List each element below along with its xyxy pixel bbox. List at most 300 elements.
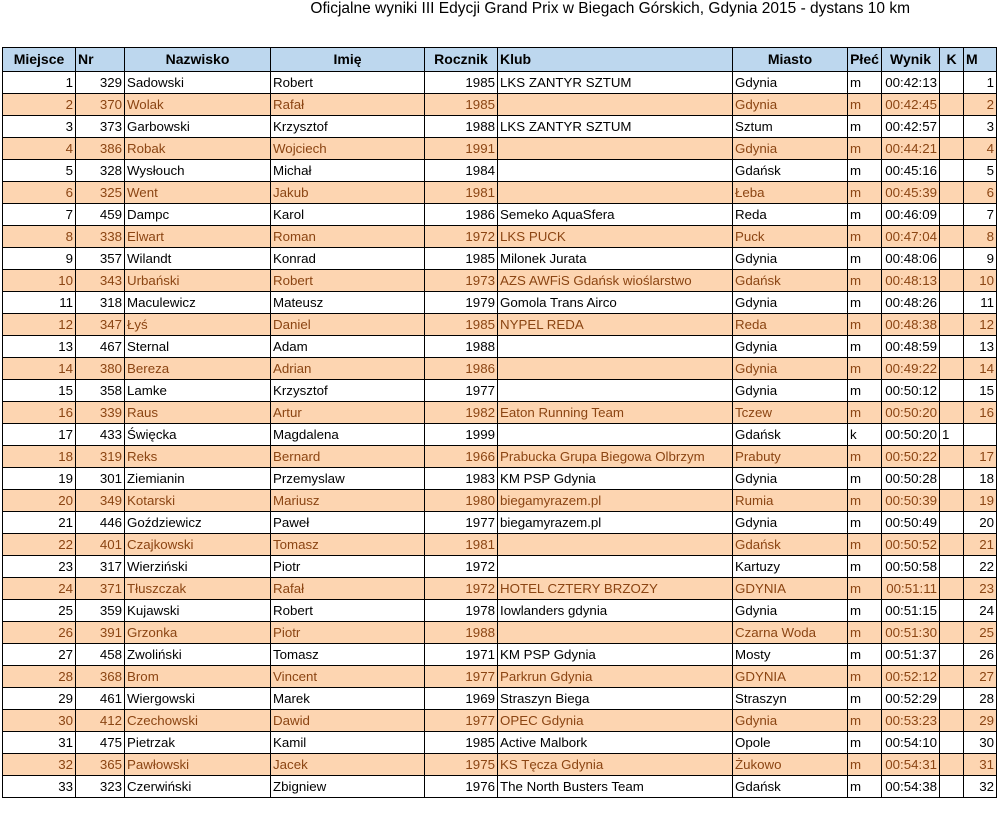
table-row [3, 204, 997, 226]
cell-miasto: GDYNIA [733, 578, 848, 600]
cell-rocznik: 1988 [425, 116, 498, 138]
table-row [3, 226, 997, 248]
cell-wynik: 00:48:26 [882, 292, 940, 314]
cell-imie: Michał [271, 160, 425, 182]
cell-nazwisko: Went [125, 182, 271, 204]
cell-klub [498, 622, 733, 644]
cell-nazwisko: Ziemianin [125, 468, 271, 490]
cell-k [940, 710, 964, 732]
table-row [3, 116, 997, 138]
cell-wynik: 00:47:04 [882, 226, 940, 248]
cell-nazwisko: Pietrzak [125, 732, 271, 754]
cell-miejsce: 8 [3, 226, 76, 248]
table-row [3, 710, 997, 732]
cell-rocznik: 1971 [425, 644, 498, 666]
cell-klub: Gomola Trans Airco [498, 292, 733, 314]
table-row [3, 292, 997, 314]
table-row [3, 248, 997, 270]
cell-plec: m [848, 160, 882, 182]
cell-miejsce: 29 [3, 688, 76, 710]
cell-plec: m [848, 644, 882, 666]
table-row [3, 490, 997, 512]
cell-nazwisko: Reks [125, 446, 271, 468]
cell-miasto: Gdynia [733, 380, 848, 402]
cell-nazwisko: Lamke [125, 380, 271, 402]
cell-miejsce: 6 [3, 182, 76, 204]
cell-imie: Jakub [271, 182, 425, 204]
cell-wynik: 00:50:52 [882, 534, 940, 556]
cell-nr: 343 [76, 270, 125, 292]
cell-plec: m [848, 248, 882, 270]
cell-nazwisko: Czechowski [125, 710, 271, 732]
cell-rocznik: 1984 [425, 160, 498, 182]
cell-wynik: 00:51:30 [882, 622, 940, 644]
cell-rocznik: 1981 [425, 182, 498, 204]
table-row [3, 556, 997, 578]
cell-rocznik: 1979 [425, 292, 498, 314]
cell-klub [498, 556, 733, 578]
cell-plec: m [848, 490, 882, 512]
cell-k [940, 314, 964, 336]
cell-k [940, 204, 964, 226]
cell-miejsce: 13 [3, 336, 76, 358]
cell-klub: LKS PUCK [498, 226, 733, 248]
cell-m: 16 [964, 402, 997, 424]
cell-miejsce: 23 [3, 556, 76, 578]
cell-wynik: 00:50:39 [882, 490, 940, 512]
cell-nazwisko: Czajkowski [125, 534, 271, 556]
cell-k [940, 380, 964, 402]
cell-klub: Parkrun Gdynia [498, 666, 733, 688]
cell-k [940, 622, 964, 644]
cell-plec: m [848, 688, 882, 710]
cell-miejsce: 9 [3, 248, 76, 270]
cell-wynik: 00:42:57 [882, 116, 940, 138]
table-row [3, 94, 997, 116]
cell-miasto: Rumia [733, 490, 848, 512]
cell-miasto: Gdynia [733, 292, 848, 314]
cell-plec: m [848, 182, 882, 204]
cell-plec: m [848, 138, 882, 160]
cell-nazwisko: Wilandt [125, 248, 271, 270]
cell-nr: 328 [76, 160, 125, 182]
cell-miasto: Gdynia [733, 512, 848, 534]
cell-miasto: Gdańsk [733, 776, 848, 798]
cell-nr: 412 [76, 710, 125, 732]
cell-imie: Krzysztof [271, 380, 425, 402]
cell-m: 7 [964, 204, 997, 226]
table-row [3, 578, 997, 600]
cell-klub: HOTEL CZTERY BRZOZY [498, 578, 733, 600]
cell-miejsce: 14 [3, 358, 76, 380]
cell-m: 18 [964, 468, 997, 490]
cell-miasto: Reda [733, 314, 848, 336]
cell-miejsce: 19 [3, 468, 76, 490]
cell-k [940, 556, 964, 578]
col-header-nazwisko: Nazwisko [125, 48, 271, 72]
cell-k [940, 754, 964, 776]
cell-plec: m [848, 358, 882, 380]
cell-nr: 373 [76, 116, 125, 138]
cell-rocznik: 1983 [425, 468, 498, 490]
cell-miejsce: 30 [3, 710, 76, 732]
cell-nazwisko: Wolak [125, 94, 271, 116]
cell-nr: 365 [76, 754, 125, 776]
cell-nr: 386 [76, 138, 125, 160]
cell-plec: m [848, 402, 882, 424]
cell-rocznik: 1973 [425, 270, 498, 292]
cell-nr: 359 [76, 600, 125, 622]
cell-nr: 318 [76, 292, 125, 314]
cell-nazwisko: Grzonka [125, 622, 271, 644]
cell-klub [498, 160, 733, 182]
table-row [3, 314, 997, 336]
cell-miasto: Gdańsk [733, 534, 848, 556]
cell-imie: Magdalena [271, 424, 425, 446]
cell-nazwisko: Tłuszczak [125, 578, 271, 600]
cell-nazwisko: Łyś [125, 314, 271, 336]
cell-plec: m [848, 292, 882, 314]
cell-k [940, 490, 964, 512]
cell-miejsce: 31 [3, 732, 76, 754]
cell-rocznik: 1980 [425, 490, 498, 512]
cell-rocznik: 1972 [425, 226, 498, 248]
cell-miejsce: 18 [3, 446, 76, 468]
cell-imie: Zbigniew [271, 776, 425, 798]
cell-k [940, 358, 964, 380]
cell-plec: m [848, 556, 882, 578]
cell-miejsce: 7 [3, 204, 76, 226]
cell-nr: 391 [76, 622, 125, 644]
cell-nr: 459 [76, 204, 125, 226]
cell-k [940, 446, 964, 468]
cell-klub: KM PSP Gdynia [498, 468, 733, 490]
cell-wynik: 00:52:29 [882, 688, 940, 710]
cell-miasto: Gdynia [733, 138, 848, 160]
cell-k [940, 644, 964, 666]
cell-miejsce: 32 [3, 754, 76, 776]
cell-miasto: Gdańsk [733, 270, 848, 292]
cell-m: 8 [964, 226, 997, 248]
col-header-wynik: Wynik [882, 48, 940, 72]
cell-imie: Dawid [271, 710, 425, 732]
cell-m: 10 [964, 270, 997, 292]
cell-klub: Straszyn Biega [498, 688, 733, 710]
cell-m: 17 [964, 446, 997, 468]
cell-wynik: 00:45:39 [882, 182, 940, 204]
cell-imie: Adam [271, 336, 425, 358]
cell-miejsce: 28 [3, 666, 76, 688]
table-row [3, 380, 997, 402]
cell-nr: 338 [76, 226, 125, 248]
cell-nr: 301 [76, 468, 125, 490]
cell-miasto: Tczew [733, 402, 848, 424]
cell-wynik: 00:49:22 [882, 358, 940, 380]
cell-wynik: 00:42:45 [882, 94, 940, 116]
cell-miasto: Mosty [733, 644, 848, 666]
cell-miasto: Łeba [733, 182, 848, 204]
cell-rocznik: 1975 [425, 754, 498, 776]
cell-rocznik: 1988 [425, 622, 498, 644]
cell-plec: m [848, 600, 882, 622]
cell-m: 22 [964, 556, 997, 578]
cell-m: 3 [964, 116, 997, 138]
cell-klub: Prabucka Grupa Biegowa Olbrzym [498, 446, 733, 468]
cell-k [940, 732, 964, 754]
cell-miasto: Sztum [733, 116, 848, 138]
cell-klub: The North Busters Team [498, 776, 733, 798]
cell-miejsce: 21 [3, 512, 76, 534]
cell-klub: NYPEL REDA [498, 314, 733, 336]
cell-nr: 325 [76, 182, 125, 204]
cell-nazwisko: Maculewicz [125, 292, 271, 314]
cell-rocznik: 1986 [425, 204, 498, 226]
table-row [3, 446, 997, 468]
cell-rocznik: 1999 [425, 424, 498, 446]
cell-miasto: Puck [733, 226, 848, 248]
cell-nr: 347 [76, 314, 125, 336]
cell-imie: Robert [271, 270, 425, 292]
cell-imie: Karol [271, 204, 425, 226]
cell-rocznik: 1978 [425, 600, 498, 622]
cell-rocznik: 1966 [425, 446, 498, 468]
cell-m: 15 [964, 380, 997, 402]
cell-klub: Iowlanders gdynia [498, 600, 733, 622]
cell-plec: k [848, 424, 882, 446]
cell-imie: Vincent [271, 666, 425, 688]
cell-nr: 371 [76, 578, 125, 600]
cell-nr: 458 [76, 644, 125, 666]
cell-wynik: 00:46:09 [882, 204, 940, 226]
cell-wynik: 00:54:38 [882, 776, 940, 798]
cell-m: 9 [964, 248, 997, 270]
cell-imie: Bernard [271, 446, 425, 468]
table-row [3, 468, 997, 490]
col-header-nr: Nr [76, 48, 125, 72]
cell-miasto: Gdynia [733, 248, 848, 270]
table-header-row [3, 48, 997, 72]
col-header-m: M [964, 48, 997, 72]
cell-miejsce: 5 [3, 160, 76, 182]
cell-nr: 475 [76, 732, 125, 754]
cell-plec: m [848, 776, 882, 798]
cell-k [940, 688, 964, 710]
cell-nazwisko: Goździewicz [125, 512, 271, 534]
cell-klub [498, 94, 733, 116]
cell-wynik: 00:52:12 [882, 666, 940, 688]
cell-klub: Active Malbork [498, 732, 733, 754]
cell-k [940, 138, 964, 160]
table-row [3, 754, 997, 776]
table-row [3, 732, 997, 754]
cell-miejsce: 17 [3, 424, 76, 446]
cell-klub: OPEC Gdynia [498, 710, 733, 732]
cell-wynik: 00:48:38 [882, 314, 940, 336]
cell-m: 2 [964, 94, 997, 116]
cell-wynik: 00:50:20 [882, 424, 940, 446]
cell-k [940, 600, 964, 622]
cell-k [940, 72, 964, 94]
cell-imie: Konrad [271, 248, 425, 270]
cell-wynik: 00:50:58 [882, 556, 940, 578]
col-header-miasto: Miasto [733, 48, 848, 72]
cell-klub: biegamyrazem.pl [498, 512, 733, 534]
cell-miasto: Żukowo [733, 754, 848, 776]
cell-nazwisko: Bereza [125, 358, 271, 380]
cell-miasto: Reda [733, 204, 848, 226]
cell-imie: Mateusz [271, 292, 425, 314]
cell-imie: Daniel [271, 314, 425, 336]
cell-plec: m [848, 666, 882, 688]
cell-klub [498, 336, 733, 358]
cell-rocznik: 1977 [425, 380, 498, 402]
cell-plec: m [848, 336, 882, 358]
table-row [3, 138, 997, 160]
cell-miejsce: 27 [3, 644, 76, 666]
cell-rocznik: 1977 [425, 666, 498, 688]
cell-imie: Marek [271, 688, 425, 710]
table-row [3, 72, 997, 94]
cell-nr: 380 [76, 358, 125, 380]
cell-m: 4 [964, 138, 997, 160]
cell-rocznik: 1981 [425, 534, 498, 556]
cell-klub [498, 424, 733, 446]
col-header-klub: Klub [498, 48, 733, 72]
cell-nazwisko: Sadowski [125, 72, 271, 94]
cell-nazwisko: Czerwiński [125, 776, 271, 798]
cell-rocznik: 1985 [425, 314, 498, 336]
cell-k [940, 226, 964, 248]
cell-miejsce: 3 [3, 116, 76, 138]
table-row [3, 270, 997, 292]
cell-wynik: 00:51:11 [882, 578, 940, 600]
cell-imie: Piotr [271, 622, 425, 644]
cell-k [940, 512, 964, 534]
cell-miejsce: 25 [3, 600, 76, 622]
cell-nazwisko: Garbowski [125, 116, 271, 138]
cell-klub: KS Tęcza Gdynia [498, 754, 733, 776]
table-row [3, 424, 997, 446]
cell-klub [498, 182, 733, 204]
cell-miasto: Gdynia [733, 358, 848, 380]
cell-klub: KM PSP Gdynia [498, 644, 733, 666]
cell-m: 27 [964, 666, 997, 688]
cell-plec: m [848, 380, 882, 402]
cell-nr: 461 [76, 688, 125, 710]
cell-nazwisko: Elwart [125, 226, 271, 248]
cell-wynik: 00:50:12 [882, 380, 940, 402]
cell-m: 25 [964, 622, 997, 644]
cell-m: 21 [964, 534, 997, 556]
cell-rocznik: 1985 [425, 94, 498, 116]
cell-m: 24 [964, 600, 997, 622]
cell-m: 19 [964, 490, 997, 512]
cell-rocznik: 1969 [425, 688, 498, 710]
col-header-plec: Płeć [848, 48, 882, 72]
cell-miejsce: 4 [3, 138, 76, 160]
cell-miasto: Kartuzy [733, 556, 848, 578]
cell-plec: m [848, 226, 882, 248]
cell-nazwisko: Brom [125, 666, 271, 688]
cell-rocznik: 1976 [425, 776, 498, 798]
cell-k [940, 160, 964, 182]
cell-imie: Artur [271, 402, 425, 424]
cell-wynik: 00:50:22 [882, 446, 940, 468]
cell-rocznik: 1985 [425, 248, 498, 270]
cell-wynik: 00:48:06 [882, 248, 940, 270]
cell-rocznik: 1972 [425, 556, 498, 578]
cell-nazwisko: Dampc [125, 204, 271, 226]
cell-imie: Adrian [271, 358, 425, 380]
cell-m: 30 [964, 732, 997, 754]
cell-wynik: 00:44:21 [882, 138, 940, 160]
cell-plec: m [848, 72, 882, 94]
cell-miasto: Straszyn [733, 688, 848, 710]
cell-imie: Tomasz [271, 644, 425, 666]
cell-nr: 323 [76, 776, 125, 798]
cell-klub: Milonek Jurata [498, 248, 733, 270]
cell-nazwisko: Robak [125, 138, 271, 160]
cell-k [940, 534, 964, 556]
cell-wynik: 00:51:15 [882, 600, 940, 622]
cell-wynik: 00:42:13 [882, 72, 940, 94]
cell-k [940, 402, 964, 424]
cell-miejsce: 20 [3, 490, 76, 512]
cell-nr: 368 [76, 666, 125, 688]
cell-m: 31 [964, 754, 997, 776]
cell-klub [498, 380, 733, 402]
cell-k [940, 292, 964, 314]
cell-imie: Piotr [271, 556, 425, 578]
cell-nazwisko: Kujawski [125, 600, 271, 622]
cell-k [940, 776, 964, 798]
cell-wynik: 00:45:16 [882, 160, 940, 182]
cell-plec: m [848, 534, 882, 556]
cell-k [940, 94, 964, 116]
cell-miasto: Gdynia [733, 72, 848, 94]
cell-k: 1 [940, 424, 964, 446]
cell-m: 14 [964, 358, 997, 380]
cell-imie: Wojciech [271, 138, 425, 160]
cell-miejsce: 24 [3, 578, 76, 600]
cell-nr: 370 [76, 94, 125, 116]
cell-nazwisko: Zwoliński [125, 644, 271, 666]
cell-klub: biegamyrazem.pl [498, 490, 733, 512]
cell-m: 13 [964, 336, 997, 358]
cell-wynik: 00:50:49 [882, 512, 940, 534]
cell-miejsce: 16 [3, 402, 76, 424]
cell-plec: m [848, 512, 882, 534]
cell-plec: m [848, 314, 882, 336]
cell-klub [498, 534, 733, 556]
cell-nazwisko: Kotarski [125, 490, 271, 512]
cell-m: 6 [964, 182, 997, 204]
cell-nazwisko: Sternal [125, 336, 271, 358]
page-title: Oficjalne wyniki III Edycji Grand Prix w Biegach Górskich, Gdynia 2015 - dystans 10 km [310, 0, 910, 17]
cell-miasto: Gdańsk [733, 160, 848, 182]
cell-plec: m [848, 446, 882, 468]
table-row [3, 512, 997, 534]
cell-k [940, 248, 964, 270]
cell-nazwisko: Wierziński [125, 556, 271, 578]
cell-rocznik: 1977 [425, 710, 498, 732]
cell-nr: 329 [76, 72, 125, 94]
cell-nazwisko: Pawłowski [125, 754, 271, 776]
cell-imie: Paweł [271, 512, 425, 534]
table-row [3, 336, 997, 358]
cell-imie: Mariusz [271, 490, 425, 512]
cell-plec: m [848, 754, 882, 776]
